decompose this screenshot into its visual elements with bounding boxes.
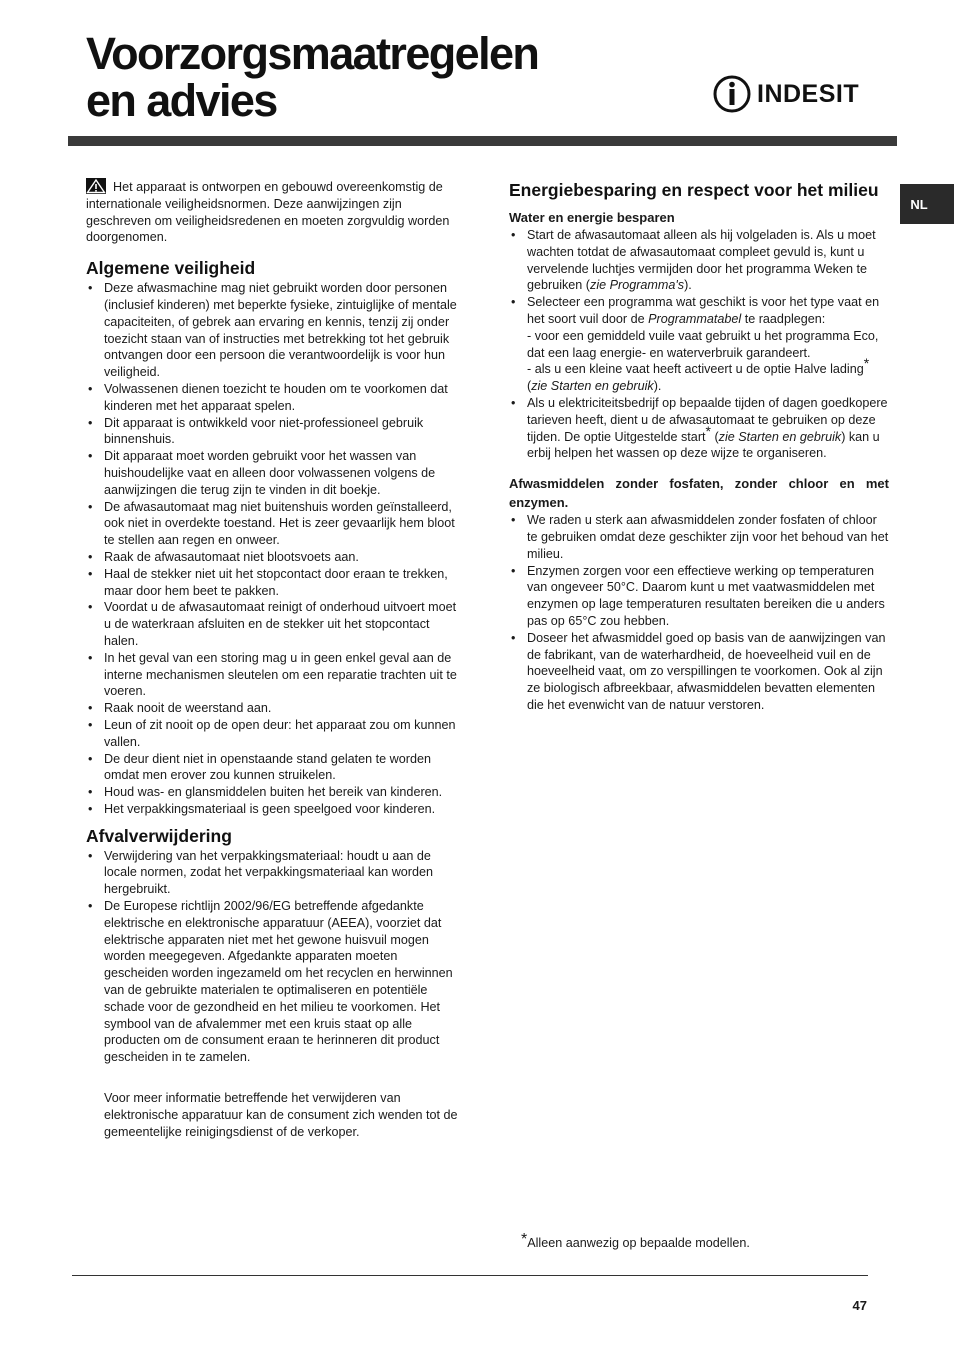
text-part: ) kan u erbij helpen het wassen op deze wijze te organiseren. xyxy=(527,429,880,461)
header-rule xyxy=(68,136,897,146)
text-part: - als u een kleine vaat heeft activeert u de optie Halve lading xyxy=(527,362,864,377)
intro-text: Het apparaat is ontworpen en gebouwd overeenkomstig de internationale veiligheidsnormen. Deze aanwijzingen zijn geschreven om veiligheidsredenen en moeten zorgvuldig worden doorgenomen. xyxy=(86,180,450,245)
left-column xyxy=(86,178,464,1148)
sub-line: - voor een gemiddeld vuile vaat gebruikt u het programma Eco, dat een laag energie- en waterverbruik garandeert. xyxy=(527,328,879,360)
page-number: 47 xyxy=(852,1298,867,1313)
list-item: • Raak nooit de weerstand aan. xyxy=(86,700,464,717)
warning-triangle-icon xyxy=(86,178,106,194)
footnote-marker: * xyxy=(521,1230,528,1248)
title-line-1: Voorzorgsmaatregelen xyxy=(86,28,539,79)
text-part: ). xyxy=(653,379,662,394)
list-item xyxy=(509,227,889,294)
cross-reference: Programmatabel xyxy=(648,311,742,326)
brand-logo xyxy=(712,74,859,114)
list-item: • Deze afwasmachine mag niet gebruikt worden door personen (inclusief kinderen) met beperkte fysieke, zintuiglijke of mentale capaciteiten, of gebrek aan ervaring en kennis, tenzij zij onder toezicht staan van of instructies met betrekking tot het gebruik ontvangen door een persoon die verantwoordelijk is voor hun veiligheid. xyxy=(86,280,464,381)
list-item: • Raak de afwasautomaat niet blootsvoets aan. xyxy=(86,549,464,566)
list-item: • We raden u sterk aan afwasmiddelen zonder fosfaten of chloor te gebruiken omdat deze geschikter zijn voor het behoud van het milieu. xyxy=(509,512,889,562)
section-heading-afval: Afvalverwijdering xyxy=(86,825,232,846)
list-item: • Het verpakkingsmateriaal is geen speelgoed voor kinderen. xyxy=(86,801,464,818)
footnote xyxy=(521,1230,750,1250)
brand-name: INDESIT xyxy=(757,79,860,108)
cross-reference: zie Programma's xyxy=(590,278,685,293)
list-item: • Dit apparaat moet worden gebruikt voor het wassen van huishoudelijke vaat en alleen door volwassenen volgens de aanwijzingen die terug zijn te vinden in dit boekje. xyxy=(86,448,464,498)
text-part: Als u elektriciteitsbedrijf op bepaalde tijden of dagen goedkopere tarieven heeft, dient u de afwasautomaat te gebruiken op deze tijden. De optie Uitgestelde start xyxy=(527,395,888,444)
list-item-text: De Europese richtlijn 2002/96/EG betreffende afgedankte elektrische en elektronische apparatuur (AEEA), voorziet dat elektrische apparaten niet met het gewone huisvuil mogen worden meegegeven. Afgedankte apparaten moeten gescheiden worden ingezameld om het recyclen en herwinnen van de gebruikte materialen te optimaliseren en potentiële schade voor de gezondheid en het milieu te voorkomen. Het symbool van de afvalemmer met een kruis staat op alle producten om de consument eraan te herinneren dit product gescheiden in te zamelen. xyxy=(104,899,453,1065)
footnote-text: Alleen aanwezig op bepaalde modellen. xyxy=(527,1236,750,1250)
list-item xyxy=(509,395,889,462)
cross-reference: zie Starten en gebruik xyxy=(531,379,654,394)
list-item: • Dit apparaat is ontwikkeld voor niet-professioneel gebruik binnenshuis. xyxy=(86,415,464,449)
text-part: ( xyxy=(710,429,719,444)
page-title xyxy=(86,30,538,124)
footnote-marker: * xyxy=(705,422,711,439)
list-item: • De deur dient niet in openstaande stand gelaten te worden omdat men erover zou kunnen struikelen. xyxy=(86,751,464,785)
list-item: • Leun of zit nooit op de open deur: het apparaat zou om kunnen vallen. xyxy=(86,717,464,751)
section-heading-energie: Energiebesparing en respect voor het milieu xyxy=(509,180,879,200)
afval-list xyxy=(86,848,464,1141)
list-item: • Enzymen zorgen voor een effectieve werking op temperaturen van ongeveer 50°C. Daarom kunt u met vaatwasmiddelen met enzymen op lage temperaturen resultaten bereiken die u anders pas op 65°C zou hebben. xyxy=(509,563,889,630)
footer-rule xyxy=(72,1275,868,1276)
list-item: • Voordat u de afwasautomaat reinigt of onderhoud uitvoert moet u de waterkraan afsluiten en de stekker uit het stopcontact halen. xyxy=(86,599,464,649)
text-part: ( xyxy=(527,379,532,394)
footnote-marker: * xyxy=(863,355,870,372)
cross-reference: zie Starten en gebruik xyxy=(718,429,842,444)
indesit-logo-icon xyxy=(712,74,752,114)
section-heading-algemene: Algemene veiligheid xyxy=(86,258,256,279)
afwasmiddelen-list xyxy=(509,512,889,714)
list-item: • Houd was- en glansmiddelen buiten het bereik van kinderen. xyxy=(86,784,464,801)
right-column xyxy=(509,178,889,722)
energie-list xyxy=(509,227,889,462)
subheading-water: Water en energie besparen xyxy=(509,210,675,225)
algemene-list xyxy=(86,280,464,818)
list-item: • De afwasautomaat mag niet buitenshuis worden geïnstalleerd, ook niet in overdekte toestand. Het is zeer gevaarlijk hem bloot te stellen aan regen en onweer. xyxy=(86,499,464,549)
title-line-2: en advies xyxy=(86,75,277,126)
text-part: ). xyxy=(684,278,692,293)
subheading-afwasmiddelen: Afwasmiddelen zonder fosfaten, zonder chloor en met enzymen. xyxy=(509,476,889,511)
text-part: te raadplegen: xyxy=(741,311,826,326)
list-item: • Volwassenen dienen toezicht te houden om te voorkomen dat kinderen met het apparaat spelen. xyxy=(86,381,464,415)
sub-line xyxy=(527,355,889,395)
list-item: • In het geval van een storing mag u in geen enkel geval aan de interne mechanismen sleutelen om een reparatie trachten uit te voeren. xyxy=(86,650,464,700)
list-item xyxy=(86,898,464,1140)
list-item: • Doseer het afwasmiddel goed op basis van de aanwijzingen van de fabrikant, van de waterhardheid, de hoeveelheid vuil en de hoeveelheid vaat, om zo verspillingen te voorkomen. Ook al zijn ze biologisch afbreekbaar, afwasmiddelen bevatten elementen die het evenwicht van de natuur verstoren. xyxy=(509,630,889,714)
list-item xyxy=(509,294,889,395)
text-part: Selecteer een programma wat geschikt is voor het type vaat en het soort vuil door de xyxy=(527,295,880,326)
intro-paragraph xyxy=(86,178,464,246)
language-tab: NL xyxy=(900,184,954,224)
text-part: Start de afwasautomaat alleen als hij volgeladen is. Als u moet wachten totdat de afwasautomaat compleet gevuld is, kunt u vervelende luchtjes vermijden door het programma Weken te gebruiken ( xyxy=(527,228,876,293)
list-item: • Verwijdering van het verpakkingsmateriaal: houdt u aan de locale normen, zodat het verpakkingsmateriaal kan worden hergebruikt. xyxy=(86,848,464,898)
list-item-extra: Voor meer informatie betreffende het verwijderen van elektronische apparatuur kan de consument zich wenden tot de gemeentelijke reinigingsdienst of de verkoper. xyxy=(104,1091,458,1139)
list-item: • Haal de stekker niet uit het stopcontact door eraan te trekken, maar door hem beet te pakken. xyxy=(86,566,464,600)
